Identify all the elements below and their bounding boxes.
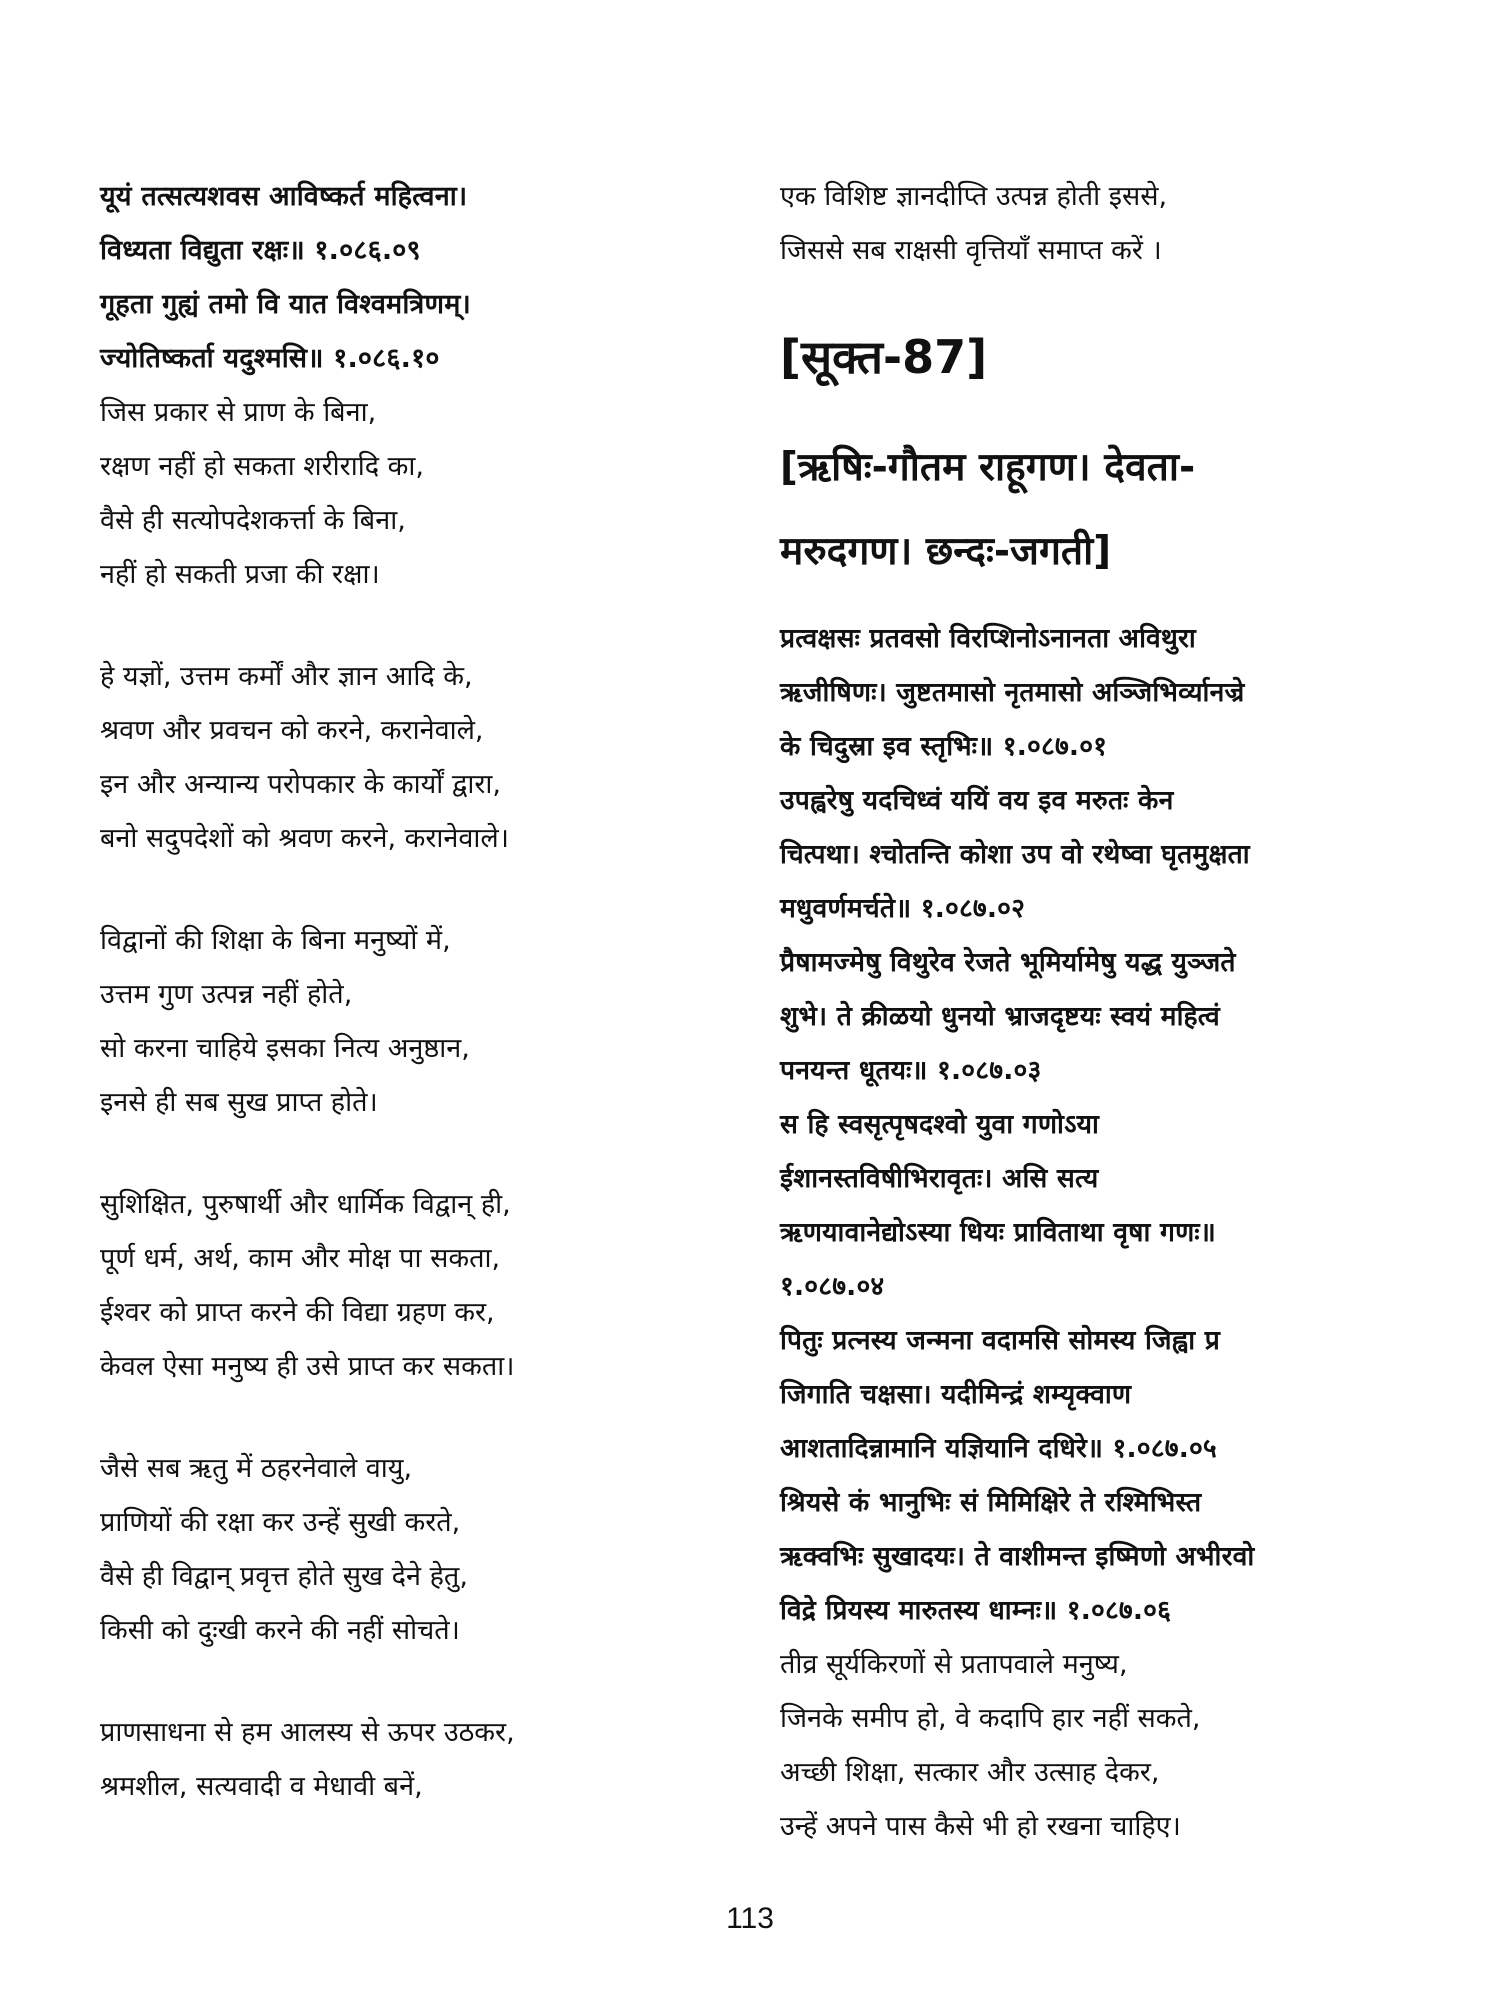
stanza-line: प्राणसाधना से हम आलस्य से ऊपर उठकर, [100, 1717, 515, 1748]
stanza-line: किसी को दुःखी करने की नहीं सोचते। [100, 1615, 460, 1646]
stanza-line: तीव्र सूर्यकिरणों से प्रतापवाले मनुष्य, [780, 1649, 1128, 1680]
rishi-devata-chhand-heading [780, 426, 1420, 594]
stanza-line: बनो सदुपदेशों को श्रवण करने, करानेवाले। [100, 823, 509, 854]
stanza-line: श्रमशील, सत्यवादी व मेधावी बनें, [100, 1771, 423, 1802]
verse-line: उपह्वरेषु यदचिध्वं ययिं वय इव मरुतः केन [780, 785, 1174, 816]
stanza-line: उत्तम गुण उत्पन्न नहीं होते, [100, 979, 353, 1010]
verse-block-87 [780, 612, 1420, 1638]
left-column [100, 170, 710, 1814]
stanza-line: जिससे सब राक्षसी वृत्तियाँ समाप्त करें । [780, 235, 1162, 266]
heading-line: [ऋषिः-गौतम राहूगण। देवता- [780, 445, 1196, 490]
heading-line: मरुदगण। छन्दः-जगती] [780, 529, 1112, 574]
verse-line: शुभे। ते क्रीळयो धुनयो भ्राजदृष्टयः स्वयं महित्वं [780, 1001, 1220, 1032]
verse-line: पितुः प्रत्नस्य जन्मना वदामसि सोमस्य जिह्वा प्र [780, 1325, 1221, 1356]
verse-line: आशतादिन्नामानि यज्ञियानि दधिरे॥ १.०८७.०५ [780, 1433, 1217, 1464]
stanza-line: एक विशिष्ट ज्ञानदीप्ति उत्पन्न होती इससे, [780, 181, 1168, 212]
stanza-line: अच्छी शिक्षा, सत्कार और उत्साह देकर, [780, 1757, 1160, 1788]
verse-line: १.०८७.०४ [780, 1271, 885, 1302]
verse-line: ऋणयावानेद्योऽस्या धियः प्राविताथा वृषा गणः॥ [780, 1217, 1216, 1248]
stanza-line: जैसे सब ऋतु में ठहरनेवाले वायु, [100, 1453, 413, 1484]
page-number: 113 [726, 1902, 774, 1935]
verse-block-86-9-10 [100, 170, 710, 386]
stanza-line: जिस प्रकार से प्राण के बिना, [100, 397, 377, 428]
translation-stanza [780, 170, 1420, 278]
stanza-line: सो करना चाहिये इसका नित्य अनुष्ठान, [100, 1033, 470, 1064]
verse-line: ऋक्वभिः सुखादयः। ते वाशीमन्त इष्मिणो अभीरवो [780, 1541, 1255, 1572]
right-column [780, 170, 1420, 1854]
verse-line: प्रत्वक्षसः प्रतवसो विरप्शिनोऽनानता अविथुरा [780, 623, 1196, 654]
translation-stanza [100, 1706, 710, 1814]
verse-line: प्रैषामज्मेषु विथुरेव रेजते भूमिर्यामेषु यद्ध युञ्जते [780, 947, 1236, 978]
stanza-line: वैसे ही सत्योपदेशकर्त्ता के बिना, [100, 505, 406, 536]
stanza-line: जिनके समीप हो, वे कदापि हार नहीं सकते, [780, 1703, 1201, 1734]
verse-line: के चिदुस्रा इव स्तृभिः॥ १.०८७.०१ [780, 731, 1108, 762]
verse-line: ऋजीषिणः। जुष्टतमासो नृतमासो अञ्जिभिर्व्यानज्रे [780, 677, 1245, 708]
stanza-line: वैसे ही विद्वान् प्रवृत्त होते सुख देने हेतु, [100, 1561, 468, 1592]
stanza-line: विद्वानों की शिक्षा के बिना मनुष्यों में, [100, 925, 451, 956]
verse-line: विद्रे प्रियस्य मारुतस्य धाम्नः॥ १.०८७.०६ [780, 1595, 1172, 1626]
translation-stanza [780, 1638, 1420, 1854]
sukta-title: [सूक्त-87] [780, 330, 988, 384]
translation-stanza [100, 650, 710, 866]
translation-stanza [100, 386, 710, 602]
verse-line: स हि स्वसृत्पृषदश्वो युवा गणोऽया [780, 1109, 1100, 1140]
translation-stanza [100, 1178, 710, 1394]
stanza-line: केवल ऐसा मनुष्य ही उसे प्राप्त कर सकता। [100, 1351, 515, 1382]
verse-line: गूहता गुह्यं तमो वि यात विश्वमत्रिणम्। [100, 289, 471, 320]
stanza-line: श्रवण और प्रवचन को करने, करानेवाले, [100, 715, 484, 746]
stanza-line: रक्षण नहीं हो सकता शरीरादि का, [100, 451, 424, 482]
verse-line: पनयन्त धूतयः॥ १.०८७.०३ [780, 1055, 1042, 1086]
stanza-line: उन्हें अपने पास कैसे भी हो रखना चाहिए। [780, 1811, 1181, 1842]
verse-line: चित्पथा। श्चोतन्ति कोशा उप वो रथेष्वा घृतमुक्षता [780, 839, 1250, 870]
verse-line: श्रियसे कं भानुभिः सं मिमिक्षिरे ते रश्मिभिस्त [780, 1487, 1202, 1518]
verse-line: यूयं तत्सत्यशवस आविष्कर्त महित्वना। [100, 181, 468, 212]
verse-line: ज्योतिष्कर्ता यदुश्मसि॥ १.०८६.१० [100, 343, 440, 374]
verse-line: मधुवर्णमर्चते॥ १.०८७.०२ [780, 893, 1026, 924]
translation-stanza [100, 914, 710, 1130]
verse-line: जिगाति चक्षसा। यदीमिन्द्रं शम्यृक्वाण [780, 1379, 1132, 1410]
stanza-line: नहीं हो सकती प्रजा की रक्षा। [100, 559, 380, 590]
verse-line: विध्यता विद्युता रक्षः॥ १.०८६.०९ [100, 235, 421, 266]
stanza-line: हे यज्ञों, उत्तम कर्मों और ज्ञान आदि के, [100, 661, 473, 692]
verse-line: ईशानस्तविषीभिरावृतः। असि सत्य [780, 1163, 1099, 1194]
stanza-line: इन और अन्यान्य परोपकार के कार्यों द्वारा, [100, 769, 502, 800]
stanza-line: इनसे ही सब सुख प्राप्त होते। [100, 1087, 378, 1118]
stanza-line: सुशिक्षित, पुरुषार्थी और धार्मिक विद्वान् ही, [100, 1189, 511, 1220]
translation-stanza [100, 1442, 710, 1658]
stanza-line: पूर्ण धर्म, अर्थ, काम और मोक्ष पा सकता, [100, 1243, 501, 1274]
stanza-line: ईश्वर को प्राप्त करने की विद्या ग्रहण कर, [100, 1297, 495, 1328]
stanza-line: प्राणियों की रक्षा कर उन्हें सुखी करते, [100, 1507, 461, 1538]
